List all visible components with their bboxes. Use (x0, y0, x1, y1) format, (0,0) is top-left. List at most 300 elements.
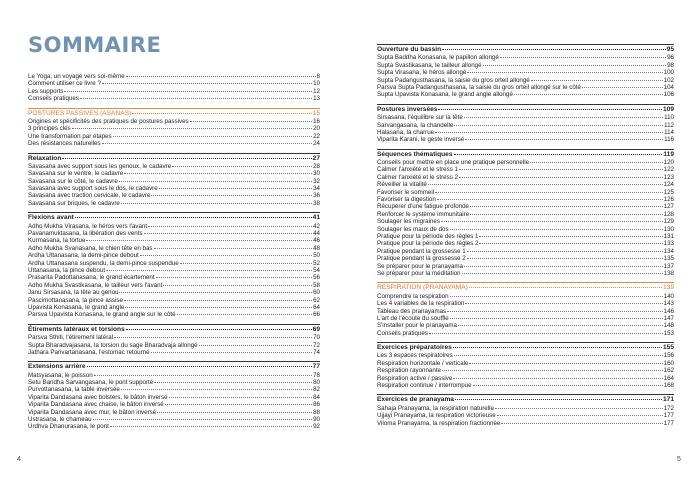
toc-entry-page: 102 (663, 76, 674, 84)
dot-leader (113, 136, 313, 137)
toc-left-column (28, 72, 320, 431)
dot-leader (497, 415, 663, 416)
section-heading-label: Étirements latéraux et torsions (28, 325, 125, 333)
toc-entry (377, 226, 674, 233)
toc-entry-label: Pratique pendant la grossesse 1 (377, 247, 466, 255)
dot-leader (180, 263, 312, 264)
section-heading (28, 155, 320, 163)
toc-entry-label: Réveiller la vitalité (377, 181, 427, 189)
toc-entry-page: 137 (663, 262, 674, 270)
toc-entry-label: Les supports (28, 87, 64, 95)
section-heading-page: 41 (312, 214, 320, 222)
dot-leader (154, 248, 313, 249)
dot-leader (450, 296, 663, 297)
dot-leader (110, 426, 312, 427)
toc-entry (28, 185, 320, 192)
toc-section (377, 282, 674, 337)
toc-section (377, 104, 674, 144)
toc-entry-label: Comprendre la respiration (377, 292, 449, 300)
dot-leader (429, 333, 663, 334)
toc-entry (377, 248, 674, 255)
toc-entry-page: 32 (313, 177, 320, 185)
toc-entry (377, 375, 674, 382)
dot-leader (450, 229, 663, 230)
toc-entry (377, 293, 674, 300)
toc-entry-label: S'installer pour le pranayama (377, 322, 457, 330)
toc-entry-label: Favoriser la digestion (377, 196, 436, 204)
dot-leader (119, 292, 312, 293)
toc-entry (377, 159, 674, 166)
section-heading-label: Postures inversées (377, 105, 438, 113)
section-heading (28, 110, 320, 118)
toc-entry-label: Calmer l'anxiété et le stress 2 (377, 173, 458, 181)
dot-leader (469, 287, 662, 288)
toc-entry (28, 88, 320, 95)
dot-leader (514, 94, 663, 95)
toc-entry (377, 129, 674, 136)
toc-entry-label: Savasana sur le côté, le cadavre (28, 177, 118, 185)
toc-entry (377, 330, 674, 337)
toc-entry (377, 196, 674, 203)
toc-entry-label: Upavista Konasana, le grand angle (28, 303, 125, 311)
toc-entry-label: Origines et spécificités des pratiques de postures passives (28, 117, 189, 125)
toc-entry (28, 274, 320, 281)
dot-leader (199, 345, 313, 346)
dot-leader (465, 303, 662, 304)
dot-leader (435, 192, 663, 193)
section-heading-label: Ouverture du bassin (377, 46, 442, 53)
dot-leader (459, 169, 663, 170)
toc-entry (28, 311, 320, 318)
toc-entry-label: Se préparer pour la méditation (377, 269, 461, 277)
toc-entry-label: Une transformation par étapes (28, 132, 112, 140)
toc-entry-page: 147 (663, 314, 674, 322)
toc-entry-label: Janu Sirsasana, la tête au genou (28, 289, 119, 297)
toc-entry-page: 28 (313, 162, 320, 170)
section-heading-label: Exercices préparatoires (377, 344, 452, 352)
toc-entry (28, 282, 320, 289)
section-heading-page: 155 (662, 344, 674, 352)
toc-section (377, 149, 674, 278)
toc-entry-label: Respiration horizontale / verticale (377, 359, 469, 367)
section-heading (377, 284, 674, 292)
dot-leader (132, 113, 311, 114)
dot-leader (121, 389, 312, 390)
toc-entry-page: 138 (663, 269, 674, 277)
toc-entry-page: 72 (313, 341, 320, 349)
toc-entry-label: Sahaja Pranayama, la respiration naturelle (377, 404, 494, 412)
toc-entry-label: Ardha Uttanasana suspendu, la demi-pince suspendue (28, 259, 179, 267)
toc-entry (28, 178, 320, 185)
dot-leader (190, 121, 312, 122)
toc-entry (377, 54, 674, 61)
toc-entry-page: 156 (663, 352, 674, 360)
toc-entry (377, 360, 674, 367)
toc-entry-label: Pratique pour la période des règles 1 (377, 232, 479, 240)
dot-leader (469, 363, 662, 364)
toc-entry-page: 84 (313, 393, 320, 401)
toc-entry-page: 129 (663, 218, 674, 226)
dot-leader (495, 408, 663, 409)
toc-entry-page: 134 (663, 247, 674, 255)
toc-entry-page: 50 (313, 252, 320, 260)
toc-entry-label: Se préparer pour le pranayama (377, 262, 463, 270)
toc-entry (28, 416, 320, 423)
toc-entry-page: 123 (663, 173, 674, 181)
dot-leader (151, 195, 312, 196)
toc-entry (377, 211, 674, 218)
toc-entry-page: 177 (663, 419, 674, 427)
toc-entry-label: Supta Baddha Konasana, le papillon allongé (377, 54, 499, 62)
toc-entry-page: 110 (664, 114, 674, 122)
toc-entry (377, 382, 674, 389)
dot-leader (459, 177, 663, 178)
toc-entry-page: 38 (313, 199, 320, 207)
toc-entry (28, 245, 320, 252)
dot-leader (454, 125, 663, 126)
toc-entry-label: Viparita Dandasana avec chaise, le bâton inversé (28, 401, 164, 409)
toc-entry-label: Viloma Pranayama, la respiration fractionnée (377, 419, 501, 427)
toc-entry-label: Respiration active / passive (377, 374, 453, 382)
section-heading-label: Séquences thématiques (377, 150, 453, 158)
toc-section (377, 394, 674, 427)
dot-leader (163, 285, 312, 286)
dot-leader (124, 300, 312, 301)
dot-leader (121, 203, 312, 204)
toc-entry (377, 270, 674, 277)
dot-leader (75, 217, 312, 218)
toc-section (28, 72, 320, 103)
toc-entry-page: 126 (663, 196, 674, 204)
dot-leader (442, 49, 666, 50)
toc-entry-label: Les 3 espaces respiratoires (377, 352, 453, 360)
toc-entry-label: Calmer l'anxiété et le stress 1 (377, 166, 458, 174)
dot-leader (125, 307, 312, 308)
toc-entry-page: 127 (663, 203, 674, 211)
toc-entry-label: Supta Bharadvajasana, la torsion du sage Bharadvaja allongé (28, 341, 198, 349)
toc-entry-page: 62 (313, 296, 320, 304)
toc-entry (377, 166, 674, 173)
toc-entry-label: Savasana avec traction cervicale, le cadavre (28, 192, 151, 200)
toc-entry-page: 106 (663, 91, 674, 99)
dot-leader (458, 325, 663, 326)
toc-entry-page: 124 (663, 181, 674, 189)
dot-leader (530, 162, 663, 163)
section-heading-label: Extensions arrière (28, 363, 86, 371)
toc-entry-label: Uttanasana, la pince debout (28, 266, 106, 274)
toc-entry (28, 372, 320, 379)
toc-entry (28, 192, 320, 199)
dot-leader (62, 158, 311, 159)
toc-entry-page: 88 (313, 408, 320, 416)
section-heading-page: 109 (662, 105, 674, 113)
toc-entry (28, 125, 320, 132)
toc-entry-page: 13 (313, 95, 320, 103)
toc-entry (377, 69, 674, 76)
toc-entry-label: Urdhva Dhanurasana, le pont (28, 423, 109, 431)
toc-entry-label: Parsva Sthiti, l'étirement latéral (28, 334, 114, 342)
dot-leader (500, 57, 666, 58)
right-page (352, 0, 700, 479)
toc-section (28, 361, 320, 431)
toc-entry-label: Comment utiliser ce livre ? (28, 80, 101, 88)
section-heading-page: 95 (666, 46, 674, 53)
toc-entry-label: Tableau des pranayamas (377, 307, 447, 315)
toc-entry-label: Prasarita Padottanasana, le grand écartement (28, 274, 155, 282)
toc-entry (28, 304, 320, 311)
toc-entry-page: 135 (663, 255, 674, 263)
dot-leader (582, 87, 663, 88)
toc-entry-label: Favoriser le sommeil (377, 188, 435, 196)
toc-entry-label: Supta Virasana, le héros allongé (377, 69, 467, 77)
toc-section (28, 212, 320, 318)
toc-entry-page: 130 (663, 225, 674, 233)
toc-entry (28, 223, 320, 230)
toc-entry (28, 80, 320, 87)
toc-entry-page: 22 (313, 132, 320, 140)
toc-entry (377, 114, 674, 121)
toc-entry-page: 164 (663, 374, 674, 382)
dot-leader (454, 154, 663, 155)
toc-entry-page: 98 (667, 61, 674, 69)
toc-entry (377, 255, 674, 262)
dot-leader (428, 184, 663, 185)
toc-entry-page: 8 (316, 73, 320, 80)
dot-leader (154, 382, 312, 383)
toc-entry-label: Les 4 variables de la respiration (377, 300, 465, 308)
toc-entry-page: 66 (313, 311, 320, 319)
toc-entry-page: 70 (313, 334, 320, 342)
dot-leader (467, 258, 663, 259)
toc-entry (377, 189, 674, 196)
toc-entry-label: Conseils pour mettre en place une pratique personnelle (377, 159, 530, 167)
toc-entry (28, 140, 320, 147)
toc-entry-page: 34 (313, 185, 320, 193)
section-heading (377, 106, 674, 114)
toc-entry (28, 386, 320, 393)
page-number-left: 4 (17, 456, 21, 463)
toc-entry (28, 163, 320, 170)
toc-entry-label: Renforcer le système immunitaire (377, 210, 470, 218)
toc-entry (377, 62, 674, 69)
toc-entry (28, 200, 320, 207)
toc-entry-page: 16 (313, 117, 320, 125)
toc-entry (377, 240, 674, 247)
section-heading-page: 139 (662, 284, 674, 292)
toc-entry (28, 95, 320, 102)
dot-leader (72, 128, 312, 129)
dot-leader (106, 270, 312, 271)
toc-entry-page: 82 (313, 386, 320, 394)
dot-leader (464, 117, 663, 118)
dot-leader (159, 188, 312, 189)
dot-leader (479, 236, 662, 237)
section-heading-page: 69 (312, 325, 320, 333)
toc-entry (377, 218, 674, 225)
dot-leader (157, 412, 312, 413)
toc-entry-page: 104 (663, 83, 674, 91)
toc-entry (377, 233, 674, 240)
dot-leader (462, 273, 663, 274)
toc-entry (28, 423, 320, 430)
toc-entry-page: 90 (313, 416, 320, 424)
dot-leader (454, 355, 663, 356)
toc-entry-page: 177 (663, 412, 674, 420)
toc-entry (28, 260, 320, 267)
toc-entry (377, 77, 674, 84)
section-heading (28, 326, 320, 334)
dot-leader (501, 423, 662, 424)
dot-leader (151, 352, 313, 353)
toc-entry-page: 78 (313, 371, 320, 379)
dot-leader (447, 311, 663, 312)
toc-entry (377, 174, 674, 181)
toc-entry-page: 56 (313, 274, 320, 282)
toc-entry-page: 153 (663, 329, 674, 337)
dot-leader (437, 199, 663, 200)
toc-section (28, 153, 320, 208)
toc-entry-label: Supta Upavista Konasana, le grand angle allongé (377, 91, 513, 99)
toc-entry-label: Respiration continue / interrompue (377, 382, 472, 390)
toc-entry-label: Conseils pratiques (28, 95, 79, 103)
section-heading-page: 119 (663, 150, 674, 158)
toc-entry-page: 58 (313, 281, 320, 289)
toc-entry (377, 91, 674, 98)
toc-entry (28, 230, 320, 237)
toc-entry (28, 252, 320, 259)
toc-section (28, 324, 320, 357)
toc-entry (377, 122, 674, 129)
toc-entry-page: 133 (663, 240, 674, 248)
toc-entry-label: Adho Mukha Svanasana, le chien tête en bas (28, 244, 153, 252)
toc-entry-label: L'art de l'écoute du souffle (377, 314, 449, 322)
toc-section (377, 342, 674, 389)
toc-entry (377, 300, 674, 307)
toc-entry-label: Viparita Karani, le geste inversé (377, 136, 465, 144)
toc-entry-label: Sarvangasana, la chandelle (377, 121, 454, 129)
section-heading-label: Exercices de pranayama (377, 396, 454, 404)
toc-entry-label: Jathara Parivartanasana, l'estomac retourné (28, 348, 150, 356)
toc-entry-label: Pratique pour la période des règles 2 (377, 240, 479, 248)
dot-leader (87, 366, 312, 367)
dot-leader (479, 243, 662, 244)
toc-entry-page: 36 (313, 192, 320, 200)
toc-entry-label: Pratique pendant la grossesse 2 (377, 255, 466, 263)
dot-leader (464, 266, 663, 267)
dot-leader (93, 419, 312, 420)
toc-entry (377, 136, 674, 143)
toc-entry-label: Parsva Supta Padangusthasana, la saisie du gros orteil allongé sur le côté (377, 83, 581, 91)
section-heading-label: POSTURES PASSIVES (ASANAS) (28, 109, 132, 117)
section-heading-page: 77 (312, 363, 320, 371)
toc-entry (377, 181, 674, 188)
toc-entry-label: Kurmasana, la tortue (28, 237, 86, 245)
section-heading-page: 171 (662, 396, 674, 404)
dot-leader (470, 214, 663, 215)
dot-leader (144, 233, 313, 234)
dot-leader (169, 397, 313, 398)
toc-entry-page: 86 (313, 401, 320, 409)
toc-entry-page: 46 (313, 237, 320, 245)
toc-entry-page: 64 (313, 303, 320, 311)
toc-entry (377, 263, 674, 270)
toc-entry-label: Viparita Dandasana avec bolsters, le bâton inversé (28, 393, 168, 401)
toc-entry-page: 116 (664, 136, 674, 144)
section-heading (377, 344, 674, 352)
dot-leader (172, 166, 312, 167)
toc-entry (377, 322, 674, 329)
toc-entry-page: 100 (663, 69, 674, 77)
toc-entry-label: Savasana sur briques, le cadavre (28, 199, 120, 207)
dot-leader (467, 72, 662, 73)
toc-entry (28, 349, 320, 356)
toc-entry-label: Des résistances naturelles (28, 140, 101, 148)
toc-entry-label: Pascimottanasana, la pince assise (28, 296, 123, 304)
toc-entry-label: Respiration rayonnante (377, 367, 441, 375)
dot-leader (531, 80, 663, 81)
toc-entry-page: 112 (664, 121, 674, 129)
toc-entry (377, 412, 674, 419)
toc-entry-page: 12 (313, 87, 320, 95)
toc-entry-label: Ustrasana, le chameau (28, 416, 92, 424)
toc-entry (28, 289, 320, 296)
toc-entry (377, 420, 674, 427)
toc-entry (28, 401, 320, 408)
toc-entry-page: 140 (663, 292, 674, 300)
toc-entry-label: Supta Svastikasana, le tailleur allongé (377, 61, 482, 69)
toc-entry-page: 160 (663, 359, 674, 367)
toc-entry-label: Adho Mukha Virasana, le héros vers l'avant (28, 222, 148, 230)
toc-entry (377, 315, 674, 322)
dot-leader (94, 375, 312, 376)
dot-leader (86, 240, 312, 241)
section-heading (28, 214, 320, 222)
dot-leader (453, 347, 662, 348)
toc-entry-page: 143 (663, 300, 674, 308)
dot-leader (435, 132, 663, 133)
dot-leader (453, 378, 662, 379)
toc-entry-page: 20 (313, 125, 320, 133)
dot-leader (156, 277, 313, 278)
toc-entry-label: Parsva Upavista Konasana, le grand angle sur le côté (28, 311, 176, 319)
toc-entry-page: 48 (313, 244, 320, 252)
page-number-right: 5 (677, 456, 681, 463)
dot-leader (165, 404, 312, 405)
toc-entry (28, 334, 320, 341)
page-title: SOMMAIRE (28, 33, 162, 57)
toc-entry-label: Halasana, la charrue (377, 128, 435, 136)
toc-entry-label: Adho Mukha Svastikasana, le tailleur vers l'avant (28, 281, 163, 289)
dot-leader (465, 139, 663, 140)
dot-leader (102, 143, 313, 144)
dot-leader (450, 318, 663, 319)
section-heading (377, 46, 674, 54)
toc-entry (28, 379, 320, 386)
toc-entry-label: Ardha Uttanasana, la demi-pince debout (28, 252, 139, 260)
section-heading (377, 151, 674, 159)
toc-entry-page: 52 (313, 259, 320, 267)
dot-leader (470, 206, 663, 207)
toc-entry-page: 128 (663, 210, 674, 218)
toc-entry-page: 146 (663, 307, 674, 315)
section-heading-page: 15 (312, 109, 320, 117)
toc-entry-label: Conseils pratiques (377, 329, 428, 337)
toc-entry-label: Supta Padangusthasana, la saisie du gros orteil allongé (377, 76, 530, 84)
toc-entry (28, 133, 320, 140)
toc-entry-label: Purvottanasana, la table inversée (28, 386, 120, 394)
toc-entry-page: 54 (313, 266, 320, 274)
toc-entry-page: 80 (313, 379, 320, 387)
